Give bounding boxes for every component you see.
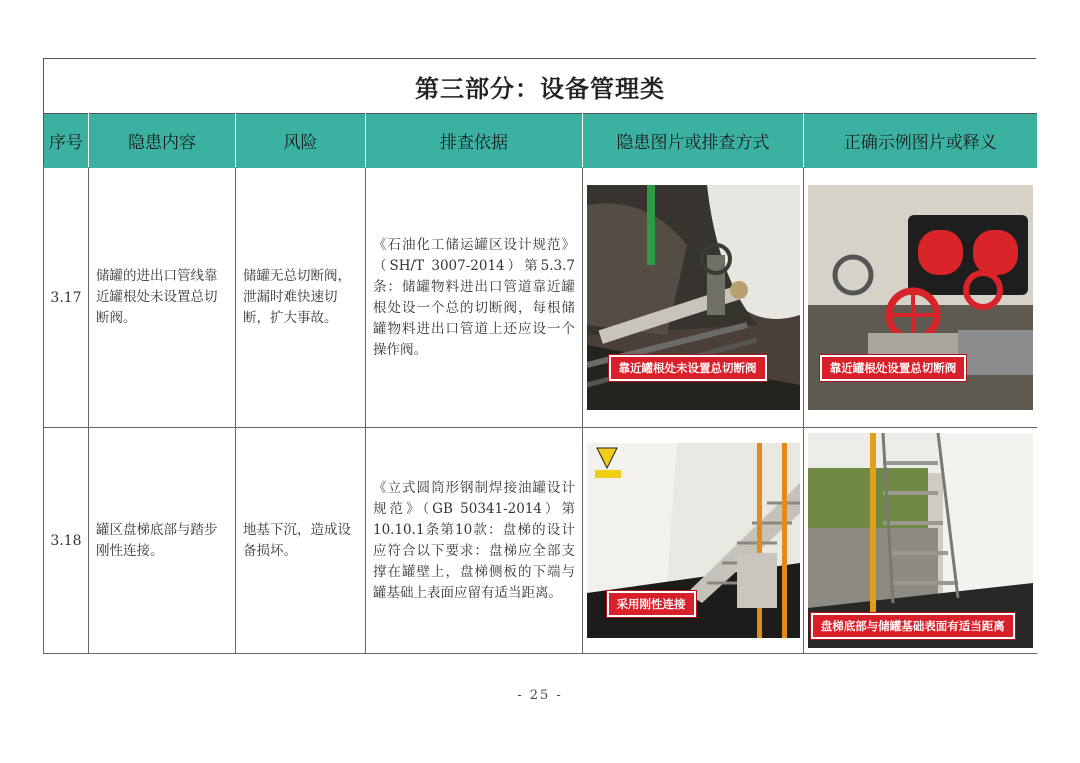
row-index: 3.18 [44,428,89,654]
correct-photo-label: 盘梯底部与储罐基础表面有适当距离 [811,613,1015,639]
correct-photo [808,185,1033,410]
hazard-photo [587,443,800,638]
hazard-grid [43,113,1037,654]
table-row [44,428,1037,654]
hazard-photo-cell [583,428,804,654]
header-row [44,114,1037,168]
risk-text: 地基下沉，造成设备损坏。 [236,428,366,654]
hazard-photo-label: 采用刚性连接 [607,591,696,617]
page-number: - 25 - [517,688,563,703]
header-basis: 排查依据 [366,114,583,168]
hazard-photo-cell [583,168,804,428]
correct-photo-label: 靠近罐根处设置总切断阀 [820,355,967,381]
header-correct-photo: 正确示例图片或释义 [804,114,1037,168]
hazard-photo [587,185,800,410]
basis-text: 《立式圆筒形钢制焊接油罐设计规范》（GB 50341-2014）第10.10.1条第10款：盘梯的设计应符合以下要求：盘梯应全部支撑在罐壁上，盘梯侧板的下端与罐基础上表面应留有适当距离。 [366,428,583,654]
header-hazard: 隐患内容 [89,114,236,168]
table-row [44,168,1037,428]
header-hazard-photo: 隐患图片或排查方式 [583,114,804,168]
section-title: 第三部分：设备管理类 [43,58,1036,113]
hazard-content: 储罐的进出口管线靠近罐根处未设置总切断阀。 [89,168,236,428]
row-index: 3.17 [44,168,89,428]
basis-text: 《石油化工储运罐区设计规范》（SH/T 3007-2014）第5.3.7条：储罐物料进出口管道靠近罐根处设一个总的切断阀，每根储罐物料进出口管道上还应设一个操作阀。 [366,168,583,428]
risk-text: 储罐无总切断阀，泄漏时难快速切断，扩大事故。 [236,168,366,428]
header-risk: 风险 [236,114,366,168]
correct-photo-cell [804,428,1037,654]
equipment-hazard-table [43,58,1036,654]
correct-photo-cell [804,168,1037,428]
hazard-content: 罐区盘梯底部与踏步刚性连接。 [89,428,236,654]
hazard-photo-label: 靠近罐根处未设置总切断阀 [609,355,767,381]
header-index: 序号 [44,114,89,168]
correct-photo [808,433,1033,648]
